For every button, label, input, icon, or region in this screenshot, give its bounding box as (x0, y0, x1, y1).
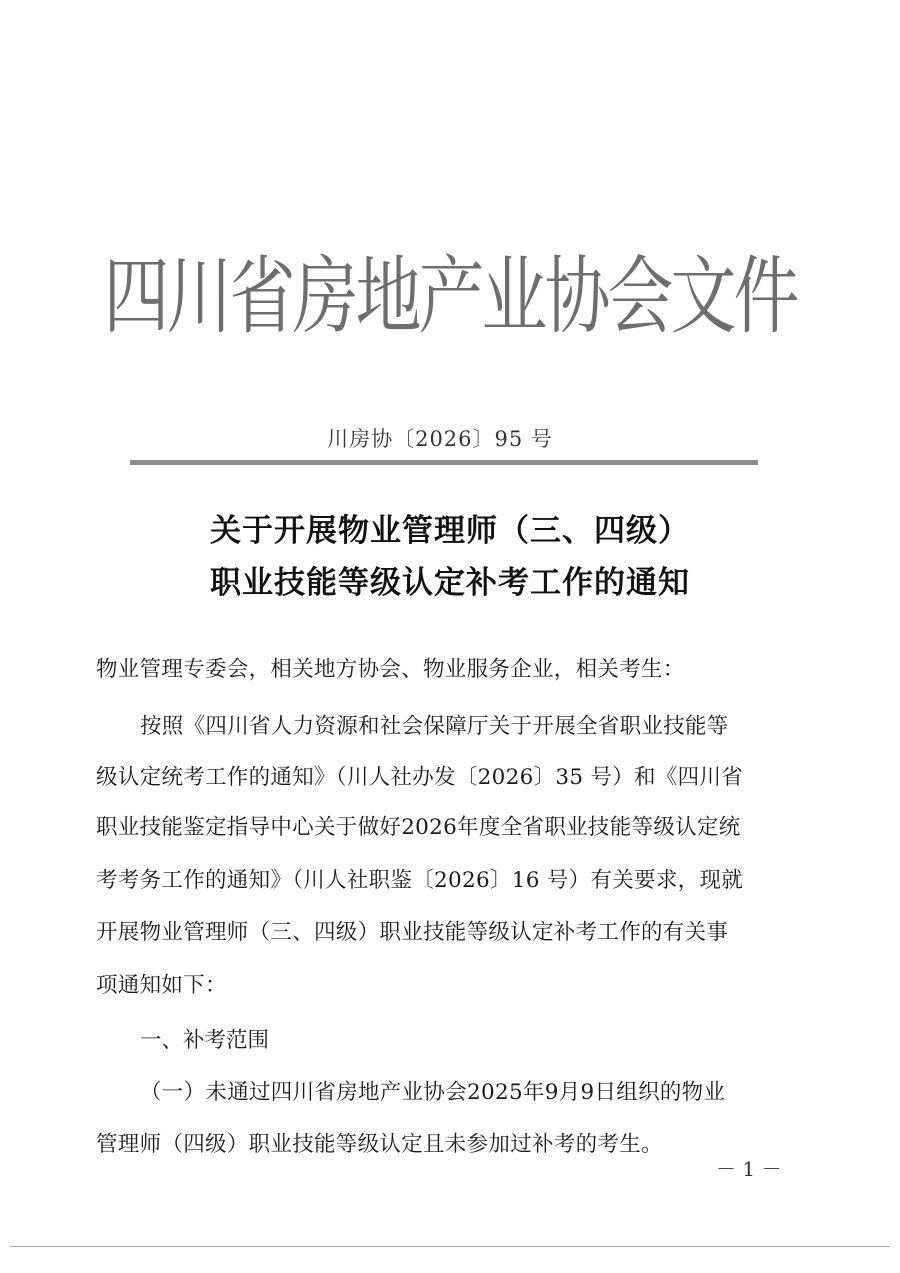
intro-line: 级认定统考工作的通知》（川人社办发〔2026〕35 号）和《四川省 (96, 765, 744, 790)
intro-line: 考考务工作的通知》（川人社职鉴〔2026〕16 号）有关要求，现就 (96, 868, 744, 893)
section-item-line: （一）未通过四川省房地产业协会2025年9月9日组织的物业 (140, 1080, 726, 1105)
scan-edge-line (10, 1246, 890, 1247)
section-item-line: 管理师（四级）职业技能等级认定且未参加过补考的考生。 (96, 1132, 663, 1157)
intro-line: 开展物业管理师（三、四级）职业技能等级认定补考工作的有关事 (96, 920, 729, 945)
header-divider (130, 460, 758, 465)
salutation: 物业管理专委会，相关地方协会、物业服务企业，相关考生： (96, 657, 685, 682)
document-title-line-1: 关于开展物业管理师（三、四级） (210, 513, 690, 549)
page-number: － 1 － (716, 1157, 782, 1181)
document-number: 川房协〔2026〕95 号 (327, 427, 553, 451)
issuing-organization-header: 四川省房地产业协会文件 (103, 247, 797, 346)
intro-line: 项通知如下： (96, 973, 227, 998)
section-heading: 一、补考范围 (140, 1028, 270, 1053)
intro-line: 职业技能鉴定指导中心关于做好2026年度全省职业技能等级认定统 (96, 815, 741, 840)
document-title-line-2: 职业技能等级认定补考工作的通知 (210, 565, 690, 601)
intro-line: 按照《四川省人力资源和社会保障厅关于开展全省职业技能等 (140, 714, 729, 739)
